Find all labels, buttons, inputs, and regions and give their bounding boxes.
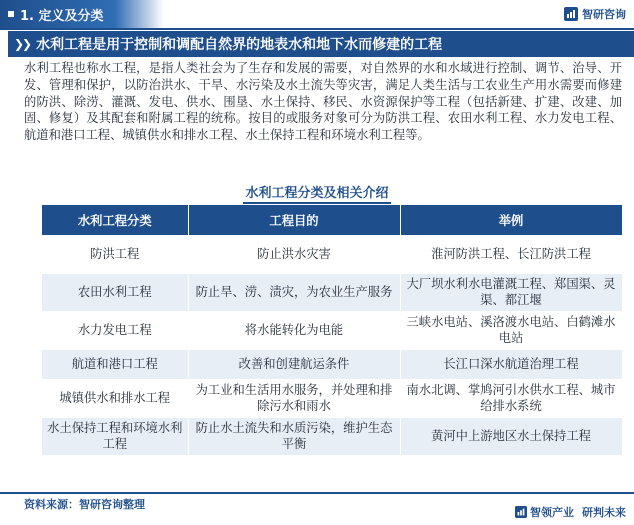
cell-category: 农田水利工程: [42, 273, 188, 311]
intro-paragraph: 水利工程也称水工程，是指人类社会为了生存和发展的需要，对自然界的水和水域进行控制、调节、治导、开发、管理和保护，以防治洪水、干旱、水污染及水土流失等灾害，满足人类生活与工农业生产用水需要而修建的防洪、除涝、灌溉、发电、供水、围垦、水土保持、移民、水资源保护等工程（包括新建、扩建、改建、加固、修复）及其配套和附属工程的统称。按目的或服务对象可分为防洪工程、农田水利工程、水力发电工程、航道和港口工程、城镇供水和排水工程、水土保持工程和环境水利工程等。: [24, 61, 622, 143]
square-bullet-icon: [8, 11, 14, 17]
cell-purpose: 改善和创建航运条件: [188, 349, 400, 379]
cell-category: 城镇供水和排水工程: [42, 379, 188, 417]
title-banner: [8, 31, 634, 57]
header-category: 水利工程分类: [42, 205, 188, 235]
header-examples: 举例: [400, 205, 622, 235]
cell-examples: 三峡水电站、溪洛渡水电站、白鹤滩水电站: [400, 311, 622, 349]
footer-divider: [0, 492, 634, 494]
table-row: [42, 235, 622, 273]
category-table: [42, 205, 623, 456]
brand-logo-icon: [515, 506, 527, 518]
table-header-row: [42, 205, 622, 235]
banner-title: 水利工程是用于控制和调配自然界的地表水和地下水而修建的工程: [36, 37, 443, 53]
top-bar: [0, 0, 634, 30]
cell-purpose: 为工业和生活用水服务，并处理和排除污水和雨水: [188, 379, 400, 417]
header-purpose: 工程目的: [188, 205, 400, 235]
cell-examples: 南水北调、掌鸠河引水供水工程、城市给排水系统: [400, 379, 622, 417]
table-row: [42, 273, 622, 311]
section-label: [0, 0, 164, 28]
cell-purpose: 防止洪水灾害: [188, 235, 400, 273]
brand-name: 智研咨询: [582, 8, 626, 21]
cell-category: 防洪工程: [42, 235, 188, 273]
cell-examples: 淮河防洪工程、长江防洪工程: [400, 235, 622, 273]
source-note: 资料来源：智研咨询整理: [24, 498, 145, 511]
cell-examples: 长江口深水航道治理工程: [400, 349, 622, 379]
brand-logo-icon: [564, 7, 578, 21]
cell-category: 水力发电工程: [42, 311, 188, 349]
table-row: [42, 311, 622, 349]
slogan: [515, 504, 626, 520]
cell-examples: 黄河中上游地区水土保持工程: [400, 417, 622, 455]
double-chevron-icon: ❯❯: [14, 37, 31, 51]
slogan-left: 智领产业: [530, 506, 574, 519]
table-title: [0, 182, 634, 201]
cell-purpose: 防止水土流失和水质污染，维护生态平衡: [188, 417, 400, 455]
table-title-text: 水利工程分类及相关介绍: [243, 186, 390, 204]
table-row: [42, 349, 622, 379]
brand: [564, 6, 626, 22]
cell-purpose: 将水能转化为电能: [188, 311, 400, 349]
section-label-text: 1. 定义及分类: [20, 8, 104, 24]
cell-category: 水土保持工程和环境水利工程: [42, 417, 188, 455]
table-row: [42, 379, 622, 417]
slogan-right: 研判未来: [582, 506, 626, 519]
table-row: [42, 417, 622, 455]
cell-purpose: 防止旱、涝、渍灾，为农业生产服务: [188, 273, 400, 311]
cell-examples: 大厂坝水利水电灌溉工程、郑国渠、灵渠、都江堰: [400, 273, 622, 311]
cell-category: 航道和港口工程: [42, 349, 188, 379]
